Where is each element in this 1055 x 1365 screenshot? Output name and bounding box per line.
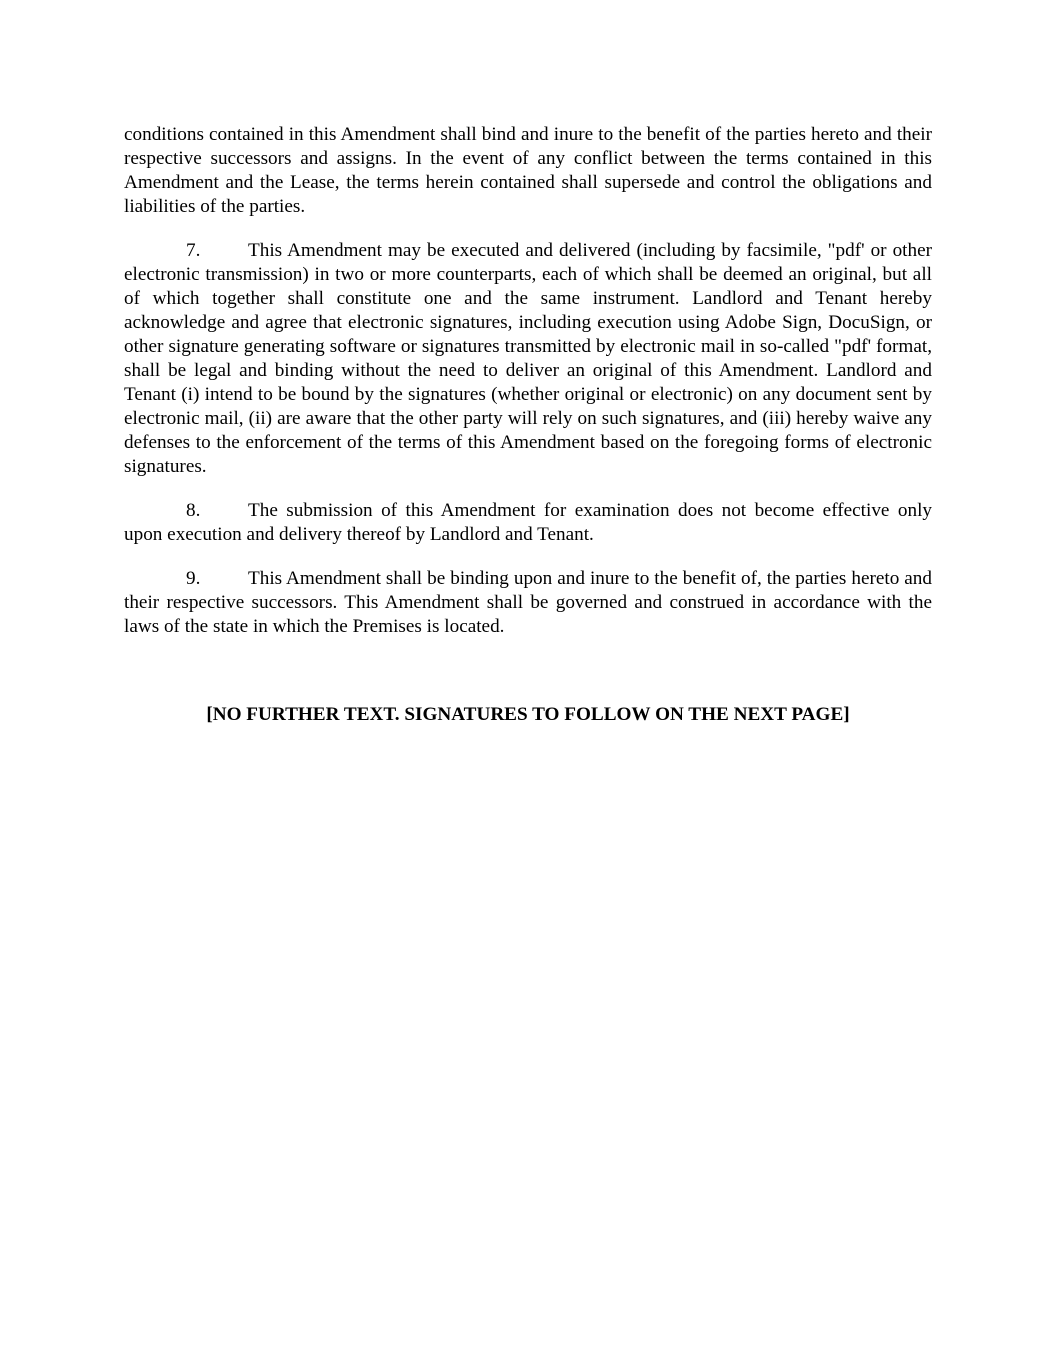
section-7	[124, 239, 932, 479]
section-9	[124, 567, 932, 639]
section-8	[124, 499, 932, 547]
document-body	[124, 123, 932, 639]
continuation-paragraph: conditions contained in this Amendment shall bind and inure to the benefit of the parties hereto and their respective successors and assigns. In the event of any conflict between the terms contained in this Amendment and the Lease, the terms herein contained shall supersede and control the obligations and liabilities of the parties.	[124, 124, 932, 217]
section-text: The submission of this Amendment for examination does not become effective only upon execution and delivery thereof by Landlord and Tenant.	[124, 500, 932, 545]
section-number: 7.	[186, 240, 201, 261]
closing-note: [NO FURTHER TEXT. SIGNATURES TO FOLLOW ON THE NEXT PAGE]	[206, 704, 850, 725]
section-number: 8.	[186, 500, 201, 521]
section-text: This Amendment may be executed and delivered (including by facsimile, "pdf' or other electronic transmission) in two or more counterparts, each of which shall be deemed an original, but all of which together shall constitute one and the same instrument. Landlord and Tenant hereby acknowledge and agree that electronic signatures, including execution using Adobe Sign, DocuSign, or other signature generating software or signatures transmitted by electronic mail in so-called "pdf' format, shall be legal and binding without the need to deliver an original of this Amendment. Landlord and Tenant (i) intend to be bound by the signatures (whether original or electronic) on any document sent by electronic mail, (ii) are aware that the other party will rely on such signatures, and (iii) hereby waive any defenses to the enforcement of the terms of this Amendment based on the foregoing forms of electronic signatures.	[124, 240, 932, 477]
section-number: 9.	[186, 568, 201, 589]
section-text: This Amendment shall be binding upon and inure to the benefit of, the parties hereto and their respective successors. This Amendment shall be governed and construed in accordance with the laws of the state in which the Premises is located.	[124, 568, 932, 637]
